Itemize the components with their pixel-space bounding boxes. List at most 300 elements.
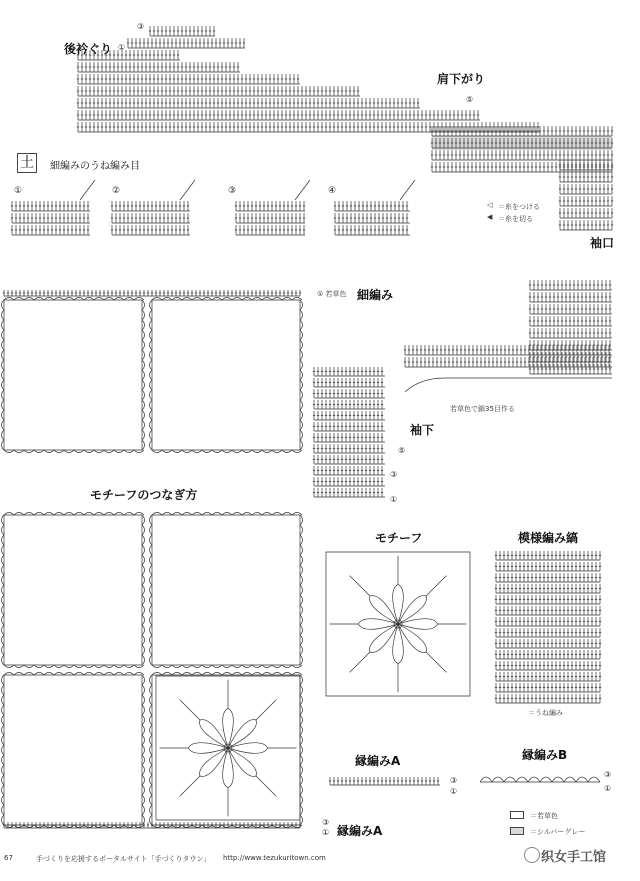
picot — [2, 350, 5, 360]
petal — [398, 596, 426, 624]
picot — [152, 665, 162, 668]
wakakusa-note: ① 若草色 — [317, 290, 347, 298]
picot — [172, 673, 182, 676]
picot — [150, 400, 153, 410]
picot — [124, 665, 134, 668]
attach-yarn-icon: ◁ — [487, 201, 493, 209]
picot — [142, 655, 145, 665]
picot — [150, 575, 153, 585]
picot — [300, 625, 303, 635]
picot — [24, 298, 34, 301]
picot — [142, 615, 145, 625]
picot — [2, 535, 5, 545]
picot — [142, 725, 145, 735]
wakakusa-legend: ＝若草色 — [530, 812, 558, 820]
petal — [223, 708, 234, 748]
picot — [150, 785, 153, 795]
picot — [252, 673, 262, 676]
petal — [228, 720, 256, 748]
picot — [150, 735, 153, 745]
picot — [242, 298, 252, 301]
picot — [2, 685, 5, 695]
edging-b-picot — [528, 777, 540, 782]
picot — [300, 725, 303, 735]
shoulder-label: 肩下がり — [437, 72, 486, 86]
step-3: ③ — [228, 186, 237, 196]
portal-text: 手づくりを応援するポータルサイト「手づくりタウン」 — [36, 855, 211, 863]
picot — [142, 390, 145, 400]
picot — [150, 440, 153, 450]
grey-swatch — [510, 827, 524, 835]
picot — [84, 513, 94, 516]
stitch-symbol: ⼟ — [20, 155, 34, 171]
picot — [2, 745, 5, 755]
picot — [232, 665, 242, 668]
picot — [2, 755, 5, 765]
picot — [300, 685, 303, 695]
chain-curve — [405, 378, 612, 392]
picot — [300, 545, 303, 555]
picot — [54, 513, 64, 516]
edging-b-row-1: ① — [604, 784, 612, 793]
picot — [142, 625, 145, 635]
picot — [24, 825, 34, 828]
spoke — [180, 700, 200, 720]
picot — [202, 450, 212, 453]
picot — [134, 298, 144, 301]
petal — [398, 619, 438, 630]
wechat-icon — [524, 847, 540, 863]
picot — [232, 513, 242, 516]
cut-yarn-text: ＝糸を切る — [498, 215, 533, 223]
picot — [24, 450, 34, 453]
picot — [142, 320, 145, 330]
picot — [142, 555, 145, 565]
picot — [142, 745, 145, 755]
picot — [74, 298, 84, 301]
picot — [2, 625, 5, 635]
picot — [134, 450, 144, 453]
picot — [2, 645, 5, 655]
picot — [150, 795, 153, 805]
step-4: ④ — [328, 186, 337, 196]
picot — [150, 340, 153, 350]
picot — [2, 695, 5, 705]
picot — [14, 513, 24, 516]
picot — [54, 673, 64, 676]
spoke — [256, 700, 276, 720]
picot — [272, 450, 282, 453]
picot — [300, 695, 303, 705]
picot — [124, 825, 134, 828]
picot — [134, 673, 144, 676]
picot — [142, 605, 145, 615]
picot — [4, 673, 14, 676]
picot — [150, 745, 153, 755]
picot — [150, 645, 153, 655]
picot — [300, 555, 303, 565]
picot — [300, 735, 303, 745]
picot — [202, 513, 212, 516]
picot — [104, 513, 114, 516]
picot — [300, 300, 303, 310]
picot — [2, 635, 5, 645]
picot — [2, 420, 5, 430]
picot — [192, 450, 202, 453]
picot — [172, 450, 182, 453]
picot — [44, 450, 54, 453]
picot — [300, 340, 303, 350]
picot — [74, 513, 84, 516]
picot — [300, 330, 303, 340]
picot — [142, 525, 145, 535]
picot — [2, 320, 5, 330]
picot — [94, 825, 104, 828]
picot — [2, 525, 5, 535]
picot — [222, 298, 232, 301]
picot — [84, 298, 94, 301]
grey-legend: ＝シルバーグレー — [530, 828, 586, 836]
picot — [2, 765, 5, 775]
picot — [150, 625, 153, 635]
picot — [242, 825, 252, 828]
bottom-row-1: ① — [322, 828, 330, 837]
picot — [162, 298, 172, 301]
picot — [124, 298, 134, 301]
picot — [242, 665, 252, 668]
picot — [150, 565, 153, 575]
picot — [34, 665, 44, 668]
picot — [282, 825, 292, 828]
picot — [2, 400, 5, 410]
picot — [202, 673, 212, 676]
picot — [114, 298, 124, 301]
picot — [150, 695, 153, 705]
picot — [2, 390, 5, 400]
picot — [300, 635, 303, 645]
picot — [222, 825, 232, 828]
picot — [24, 513, 34, 516]
picot — [300, 565, 303, 575]
hook — [295, 180, 310, 200]
picot — [2, 330, 5, 340]
picot — [34, 825, 44, 828]
picot — [300, 585, 303, 595]
edging-b-picot — [540, 777, 552, 782]
picot — [14, 673, 24, 676]
picot — [142, 410, 145, 420]
picot — [292, 825, 302, 828]
picot — [192, 673, 202, 676]
back-neck-label: 後衿ぐり — [64, 42, 113, 56]
picot — [262, 513, 272, 516]
picot — [74, 665, 84, 668]
picot — [64, 513, 74, 516]
picot — [152, 673, 162, 676]
edging-b-label: 縁編みB — [522, 748, 568, 762]
motif-joining-label: モチーフのつなぎ方 — [90, 488, 198, 502]
picot — [74, 673, 84, 676]
picot — [300, 595, 303, 605]
picot — [150, 310, 153, 320]
picot — [150, 380, 153, 390]
motif-frame — [4, 515, 142, 665]
bottom-row-3: ③ — [322, 818, 330, 827]
picot — [84, 825, 94, 828]
picot — [222, 513, 232, 516]
picot — [292, 673, 302, 676]
picot — [142, 430, 145, 440]
portal-url: http://www.tezukuritown.com — [223, 854, 326, 862]
picot — [2, 585, 5, 595]
picot — [182, 513, 192, 516]
picot — [150, 655, 153, 665]
picot — [142, 565, 145, 575]
picot — [24, 673, 34, 676]
picot — [242, 513, 252, 516]
picot — [150, 300, 153, 310]
picot — [272, 513, 282, 516]
watermark-text: 织女手工馆 — [541, 850, 607, 865]
picot — [162, 665, 172, 668]
picot — [252, 450, 262, 453]
edging-a-label: 縁編みA — [355, 754, 401, 768]
picot — [162, 825, 172, 828]
picot — [222, 673, 232, 676]
picot — [14, 450, 24, 453]
picot — [44, 665, 54, 668]
spoke — [350, 652, 370, 672]
petal — [188, 743, 228, 754]
picot — [114, 825, 124, 828]
picot — [142, 635, 145, 645]
picot — [212, 298, 222, 301]
petal — [370, 624, 398, 652]
picot — [142, 805, 145, 815]
picot — [300, 410, 303, 420]
picot — [232, 298, 242, 301]
picot — [262, 450, 272, 453]
picot — [2, 575, 5, 585]
picot — [300, 420, 303, 430]
picot — [4, 665, 14, 668]
picot — [150, 320, 153, 330]
picot — [2, 795, 5, 805]
picot — [94, 665, 104, 668]
chain35-note: 若草色で鎖35目作る — [450, 405, 515, 413]
picot — [262, 673, 272, 676]
picot — [150, 755, 153, 765]
picot — [142, 695, 145, 705]
picot — [2, 775, 5, 785]
petal — [200, 748, 228, 776]
picot — [252, 825, 262, 828]
picot — [300, 525, 303, 535]
edging-a-bottom-label: 縁編みA — [337, 824, 383, 838]
picot — [300, 765, 303, 775]
picot — [150, 330, 153, 340]
motif-frame — [4, 300, 142, 450]
picot — [2, 440, 5, 450]
picot — [300, 400, 303, 410]
picot — [292, 298, 302, 301]
picot — [2, 545, 5, 555]
picot — [262, 825, 272, 828]
picot — [212, 825, 222, 828]
picot — [134, 825, 144, 828]
motif-label: モチーフ — [375, 531, 423, 545]
picot — [142, 575, 145, 585]
une-note: ＝うね編み — [528, 709, 563, 717]
petal — [393, 584, 404, 624]
picot — [192, 665, 202, 668]
picot — [292, 665, 302, 668]
picot — [150, 595, 153, 605]
picot — [142, 785, 145, 795]
edging-b-picot — [588, 777, 600, 782]
picot — [2, 735, 5, 745]
picot — [142, 400, 145, 410]
picot — [272, 825, 282, 828]
picot — [142, 595, 145, 605]
picot — [300, 645, 303, 655]
hook — [400, 180, 415, 200]
picot — [300, 805, 303, 815]
motif-frame — [152, 300, 300, 450]
picot — [292, 450, 302, 453]
picot — [150, 805, 153, 815]
picot — [54, 450, 64, 453]
picot — [172, 513, 182, 516]
picot — [142, 585, 145, 595]
picot — [232, 673, 242, 676]
picot — [4, 298, 14, 301]
picot — [150, 715, 153, 725]
edging-b-picot — [516, 777, 528, 782]
picot — [134, 665, 144, 668]
picot — [142, 340, 145, 350]
step-1: ① — [14, 186, 23, 196]
picot — [124, 450, 134, 453]
picot — [300, 380, 303, 390]
picot — [252, 513, 262, 516]
petal — [393, 624, 404, 664]
spoke — [256, 776, 276, 796]
petal — [228, 748, 256, 776]
picot — [300, 715, 303, 725]
petal — [358, 619, 398, 630]
petal — [398, 624, 426, 652]
picot — [84, 665, 94, 668]
step-2: ② — [112, 186, 121, 196]
picot — [300, 535, 303, 545]
picot — [300, 705, 303, 715]
picot — [150, 410, 153, 420]
picot — [150, 705, 153, 715]
picot — [300, 360, 303, 370]
picot — [300, 745, 303, 755]
picot — [124, 673, 134, 676]
picot — [94, 298, 104, 301]
picot — [64, 665, 74, 668]
picot — [182, 298, 192, 301]
picot — [152, 513, 162, 516]
picot — [212, 450, 222, 453]
picot — [104, 298, 114, 301]
picot — [54, 665, 64, 668]
picot — [142, 705, 145, 715]
petal — [370, 596, 398, 624]
picot — [142, 350, 145, 360]
picot — [212, 673, 222, 676]
picot — [202, 825, 212, 828]
picot — [300, 815, 303, 825]
picot — [300, 515, 303, 525]
picot — [142, 775, 145, 785]
picot — [192, 825, 202, 828]
picot — [142, 440, 145, 450]
picot — [34, 513, 44, 516]
picot — [2, 300, 5, 310]
sleeve-underarm-label: 袖下 — [410, 423, 435, 437]
motif-frame — [152, 515, 300, 665]
picot — [150, 350, 153, 360]
picot — [84, 450, 94, 453]
picot — [114, 513, 124, 516]
pattern-stitch-label: 模様編み縞 — [518, 531, 579, 545]
sleeve-row-5: ⑤ — [398, 446, 406, 455]
picot — [202, 298, 212, 301]
picot — [64, 298, 74, 301]
edging-b-picot — [480, 777, 492, 782]
spoke — [426, 576, 446, 596]
picot — [134, 513, 144, 516]
picot — [162, 450, 172, 453]
attach-yarn-text: ＝糸をつける — [498, 203, 540, 211]
picot — [142, 755, 145, 765]
stitch-symbol-box — [17, 153, 37, 173]
picot — [54, 298, 64, 301]
picot — [142, 300, 145, 310]
picot — [2, 380, 5, 390]
picot — [114, 450, 124, 453]
neck-row-3: ③ — [137, 22, 145, 31]
picot — [300, 320, 303, 330]
picot — [142, 535, 145, 545]
picot — [34, 298, 44, 301]
picot — [124, 513, 134, 516]
picot — [94, 673, 104, 676]
picot — [2, 310, 5, 320]
picot — [150, 370, 153, 380]
picot — [150, 615, 153, 625]
picot — [150, 430, 153, 440]
picot — [172, 298, 182, 301]
picot — [192, 513, 202, 516]
picot — [64, 673, 74, 676]
picot — [150, 725, 153, 735]
picot — [232, 450, 242, 453]
picot — [300, 675, 303, 685]
picot — [300, 775, 303, 785]
edging-b-picot — [492, 777, 504, 782]
picot — [182, 825, 192, 828]
picot — [104, 450, 114, 453]
picot — [74, 825, 84, 828]
picot — [14, 298, 24, 301]
picot — [114, 673, 124, 676]
picot — [172, 825, 182, 828]
